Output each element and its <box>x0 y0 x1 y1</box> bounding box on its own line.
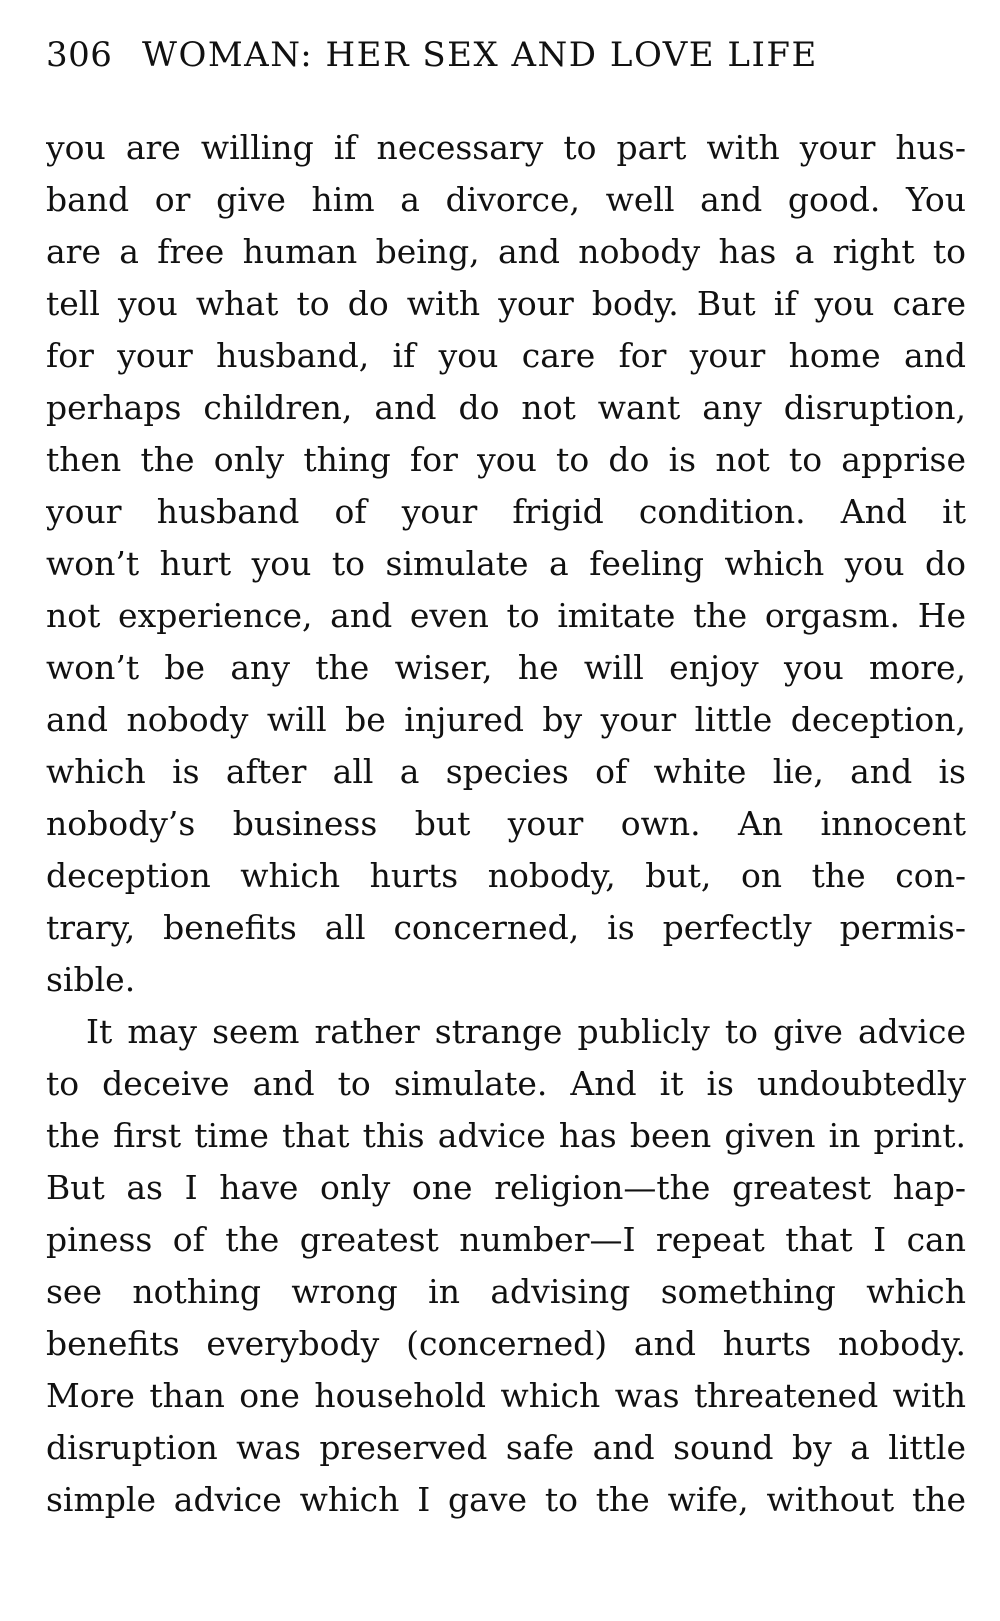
text-line: which is after all a species of white lie, and is <box>46 752 966 791</box>
text-line: for your husband, if you care for your home and <box>46 336 966 375</box>
text-line: won’t be any the wiser, he will enjoy you more, <box>46 648 966 687</box>
text-line: More than one household which was threatened with <box>46 1376 966 1415</box>
text-line: not experience, and even to imitate the orgasm. He <box>46 596 966 635</box>
text-line: disruption was preserved safe and sound by a little <box>46 1428 966 1467</box>
text-line: perhaps children, and do not want any disruption, <box>46 388 966 427</box>
paragraph-1 <box>46 122 966 1006</box>
text-line: nobody’s business but your own. An innocent <box>46 804 966 843</box>
text-line: to deceive and to simulate. And it is undoubtedly <box>46 1064 966 1103</box>
text-line: benefits everybody (concerned) and hurts nobody. <box>46 1324 966 1363</box>
text-line: simple advice which I gave to the wife, without the <box>46 1480 966 1519</box>
text-line: trary, benefits all concerned, is perfectly permis- <box>46 908 966 947</box>
text-line: your husband of your frigid condition. And it <box>46 492 966 531</box>
book-page <box>46 30 966 1526</box>
text-line: won’t hurt you to simulate a feeling which you do <box>46 544 966 583</box>
running-title: WOMAN: HER SEX AND LOVE LIFE <box>142 35 818 75</box>
text-line: sible. <box>46 960 136 999</box>
text-line: see nothing wrong in advising something which <box>46 1272 966 1311</box>
text-line: band or give him a divorce, well and good. You <box>46 180 966 219</box>
page-number: 306 <box>46 35 113 75</box>
text-line: and nobody will be injured by your little deception, <box>46 700 966 739</box>
text-line: deception which hurts nobody, but, on the con- <box>46 856 966 895</box>
running-head <box>46 30 966 80</box>
paragraph-2 <box>46 1006 966 1526</box>
text-line: are a free human being, and nobody has a right to <box>46 232 966 271</box>
text-line: the first time that this advice has been given in print. <box>46 1116 966 1155</box>
text-line: It may seem rather strange publicly to give advice <box>86 1012 966 1051</box>
text-line: tell you what to do with your body. But if you care <box>46 284 966 323</box>
text-line: then the only thing for you to do is not to apprise <box>46 440 966 479</box>
text-line: But as I have only one religion—the greatest hap- <box>46 1168 966 1207</box>
text-line: piness of the greatest number—I repeat that I can <box>46 1220 966 1259</box>
text-line: you are willing if necessary to part with your hus- <box>46 128 966 167</box>
